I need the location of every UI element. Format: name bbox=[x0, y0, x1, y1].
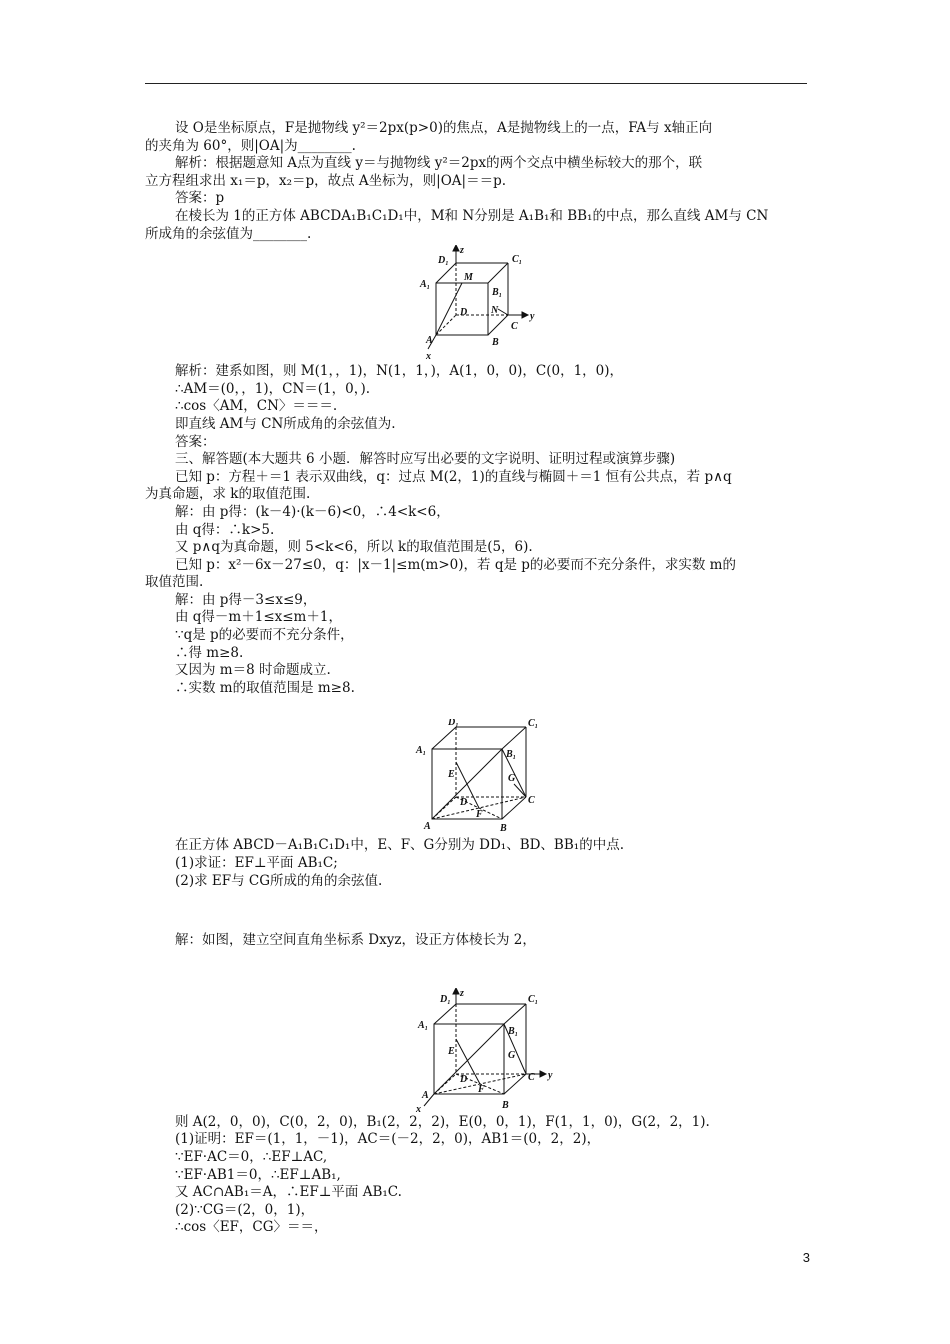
page-number: 3 bbox=[802, 1250, 810, 1265]
text-line: 立方程组求出 x₁＝p，x₂＝p，故点 A坐标为，则|OA|＝＝p. bbox=[145, 172, 507, 189]
text-line: ∵EF·AC＝0，∴EF⊥AC, bbox=[175, 1149, 328, 1165]
cube-figure-2 bbox=[145, 719, 810, 837]
page-content bbox=[145, 120, 810, 1237]
text-line: (1)证明：EF＝(1，1，－1)，AC＝(－2，2，0)，AB1＝(0，2，2)， bbox=[175, 1131, 601, 1148]
label-D: D bbox=[459, 1073, 467, 1085]
label-B: B bbox=[499, 823, 507, 835]
label-B: B bbox=[501, 1099, 509, 1111]
text-line: 在棱长为 1的正方体 ABCDA₁B₁C₁D₁中，M和 N分别是 A₁B₁和 BB₁的中点，那么直线 AM与 CN bbox=[175, 207, 769, 224]
text-line: ∴AM＝(0，，1)，CN＝(1，0，). bbox=[175, 380, 371, 397]
label-A1: A₁ bbox=[415, 745, 426, 757]
text-line: (2)∵CG＝(2，0，1)， bbox=[175, 1201, 315, 1218]
text-line: 解：由 p得－3≤x≤9， bbox=[175, 591, 317, 608]
label-F: F bbox=[477, 1083, 485, 1095]
label-B1: B₁ bbox=[491, 287, 502, 299]
text-line: 三、解答题(本大题共 6 小题．解答时应写出必要的文字说明、证明过程或演算步骤) bbox=[175, 451, 676, 468]
label-A1: A₁ bbox=[419, 279, 430, 291]
text-block-c bbox=[145, 837, 810, 890]
text-line: ∴cos〈EF，CG〉＝＝， bbox=[175, 1219, 328, 1236]
text-line: 即直线 AM与 CN所成角的余弦值为. bbox=[175, 415, 396, 432]
text-line: 已知 p：方程＋＝1 表示双曲线，q：过点 M(2，1)的直线与椭圆＋＝1 恒有公共点，若 p∧q bbox=[175, 468, 732, 485]
text-line: 又因为 m＝8 时命题成立. bbox=[175, 662, 331, 679]
label-B1: B₁ bbox=[507, 1025, 518, 1037]
label-x: x bbox=[415, 1103, 421, 1114]
label-D: D bbox=[459, 307, 467, 319]
text-line: 答案： bbox=[175, 433, 216, 450]
text-line: 所成角的余弦值为________. bbox=[145, 225, 312, 242]
text-block-b bbox=[145, 363, 810, 697]
label-G: G bbox=[507, 1049, 515, 1061]
text-line: 的夹角为 60°，则|OA|为________. bbox=[145, 137, 356, 154]
label-D1: D₁ bbox=[437, 255, 449, 267]
label-C1: C₁ bbox=[527, 993, 538, 1005]
text-line: 在正方体 ABCD－A₁B₁C₁D₁中，E、F、G分别为 DD₁、BD、BB₁的中点. bbox=[175, 837, 624, 854]
text-line: 又 p∧q为真命题，则 5<k<6，所以 k的取值范围是(5，6). bbox=[175, 539, 533, 556]
text-line: ∴得 m≥8. bbox=[175, 644, 244, 661]
text-line: 答案：p bbox=[175, 190, 225, 207]
cube-figure-3 bbox=[145, 988, 810, 1114]
text-line: 为真命题，求 k的取值范围. bbox=[145, 486, 311, 503]
label-y: y bbox=[529, 311, 534, 323]
label-C: C bbox=[510, 321, 518, 333]
text-line: ∴实数 m的取值范围是 m≥8. bbox=[175, 679, 355, 696]
label-D1: D₁ bbox=[439, 993, 451, 1005]
text-block-e bbox=[145, 1114, 810, 1237]
text-line: 则 A(2，0，0)，C(0，2，0)，B₁(2，2，2)，E(0，0，1)，F(1，1，0)，G(2，2，1). bbox=[175, 1113, 710, 1130]
label-D: D bbox=[459, 797, 467, 809]
header-rule bbox=[145, 83, 807, 84]
text-line: (1)求证：EF⊥平面 AB₁C; bbox=[175, 855, 338, 872]
label-z: z bbox=[459, 245, 464, 257]
text-line: ∵EF·AB1＝0，∴EF⊥AB₁, bbox=[175, 1166, 341, 1183]
label-C: C bbox=[527, 1071, 535, 1083]
text-line: (2)求 EF与 CG所成的角的余弦值. bbox=[175, 872, 383, 889]
text-line: 解：由 p得：(k－4)·(k－6)<0，∴4<k<6， bbox=[175, 503, 450, 520]
text-line: ∵q是 p的必要而不充分条件， bbox=[175, 627, 354, 644]
label-x: x bbox=[425, 351, 431, 363]
text-line: 解析：根据题意知 A点为直线 y＝与抛物线 y²＝2px的两个交点中横坐标较大的那个，联 bbox=[175, 155, 703, 172]
label-C1: C₁ bbox=[511, 254, 522, 266]
text-line: 设 O是坐标原点，F是抛物线 y²＝2px(p>0)的焦点，A是抛物线上的一点，FA与 x轴正向 bbox=[175, 120, 713, 136]
label-D1: D₁ bbox=[447, 719, 459, 729]
label-z: z bbox=[459, 987, 464, 999]
text-line: 又 AC∩AB₁＝A，∴EF⊥平面 AB₁C. bbox=[175, 1184, 402, 1201]
solution-intro: 解：如图，建立空间直角坐标系 Dxyz，设正方体棱长为 2， bbox=[175, 932, 536, 949]
label-A: A bbox=[421, 1089, 429, 1101]
text-line: 由 q得：∴k>5. bbox=[175, 521, 275, 538]
label-N: N bbox=[490, 305, 498, 317]
label-C1: C₁ bbox=[527, 719, 538, 730]
label-y: y bbox=[547, 1069, 552, 1081]
text-line: 解析：建系如图，则 M(1，，1)，N(1，1，)，A(1，0，0)，C(0，1，0)， bbox=[175, 363, 624, 380]
label-F: F bbox=[475, 809, 483, 821]
label-A: A bbox=[423, 821, 431, 833]
cube-figure-1 bbox=[145, 245, 810, 363]
label-B1: B₁ bbox=[505, 749, 516, 761]
label-B: B bbox=[491, 337, 499, 349]
label-M: M bbox=[463, 272, 473, 284]
label-A: A bbox=[425, 335, 433, 347]
text-line: 取值范围. bbox=[145, 574, 204, 591]
text-line: 由 q得－m＋1≤x≤m＋1， bbox=[175, 609, 342, 626]
label-A1: A₁ bbox=[417, 1019, 428, 1031]
text-line: 已知 p：x²－6x－27≤0，q：|x－1|≤m(m>0)，若 q是 p的必要而不充分条件，求实数 m的 bbox=[175, 556, 736, 573]
text-line: ∴cos〈AM，CN〉＝＝＝. bbox=[175, 398, 338, 415]
label-E: E bbox=[447, 769, 455, 781]
label-E: E bbox=[447, 1045, 455, 1057]
text-block-a bbox=[145, 120, 810, 243]
label-G: G bbox=[507, 773, 515, 785]
label-C: C bbox=[527, 795, 535, 807]
